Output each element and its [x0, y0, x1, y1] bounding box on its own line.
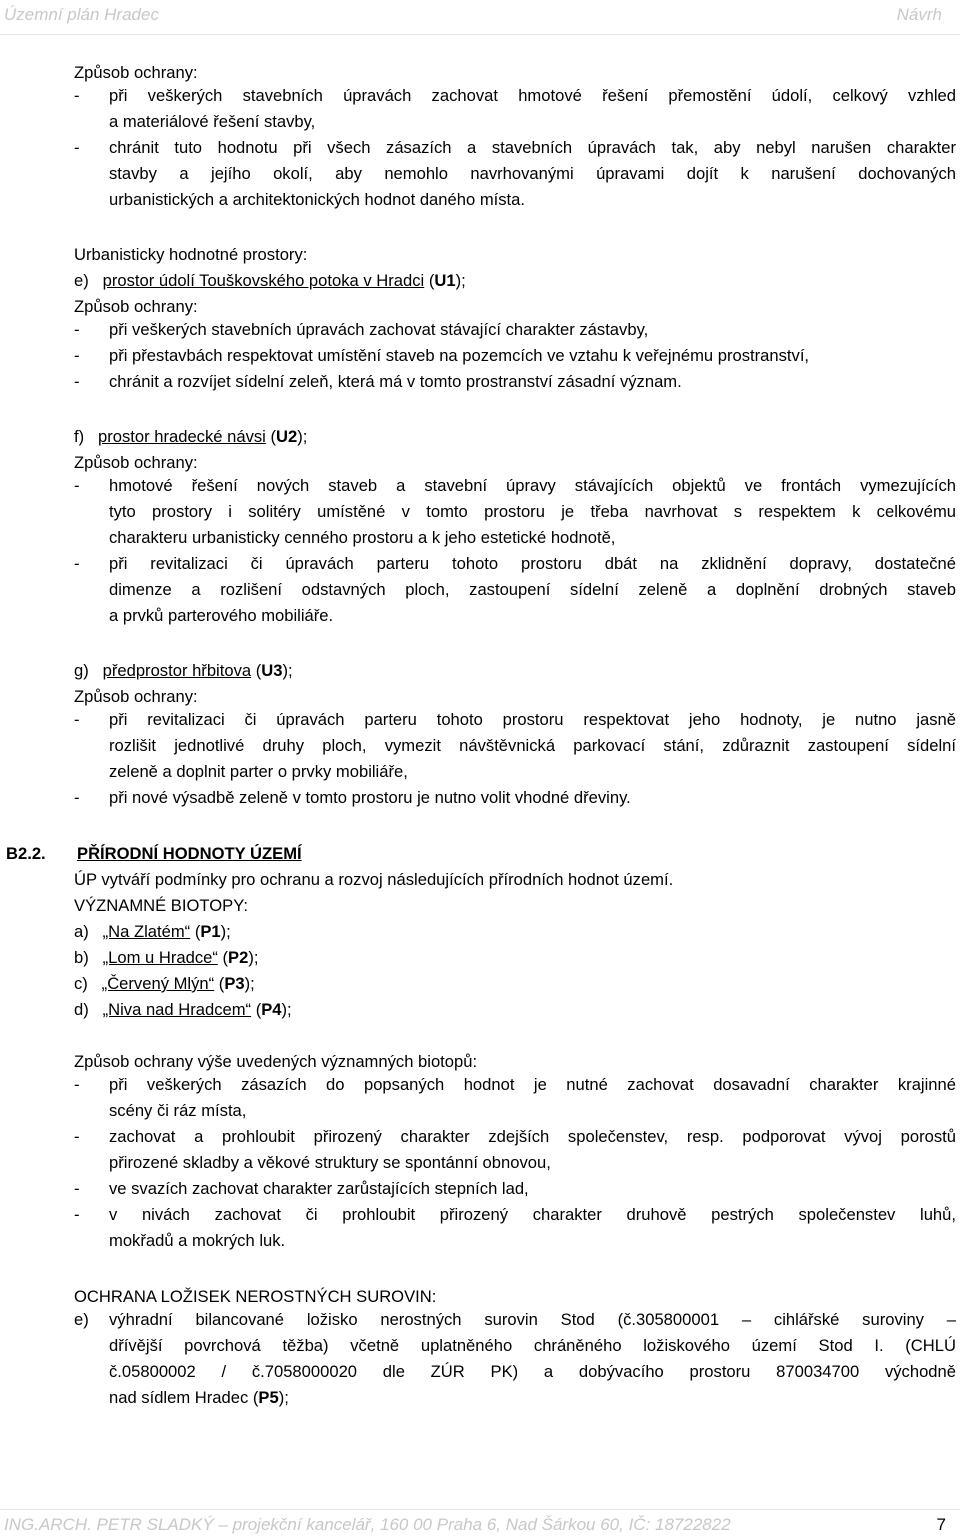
- item-marker: f): [74, 427, 85, 446]
- item-marker: d): [74, 1000, 89, 1019]
- biotope-name: „Niva nad Hradcem“: [102, 1000, 252, 1019]
- item-f-title: [74, 424, 307, 450]
- section-intro: ÚP vytváří podmínky pro ochranu a rozvoj následujících přírodních hodnot území.: [74, 870, 674, 889]
- item-marker: a): [74, 922, 89, 941]
- list-item-text: při přestavbách respektovat umístění staveb na pozemcích ve vztahu k veřejnému prostranství,: [109, 346, 810, 365]
- bullet-dash: -: [74, 1127, 80, 1146]
- list-item-text: při revitalizaci či úpravách parteru tohoto prostoru dbát na zklidnění dopravy, dostatečné: [109, 554, 956, 573]
- code-paren: (: [251, 661, 262, 680]
- urban-spaces-heading: Urbanisticky hodnotné prostory:: [74, 245, 308, 264]
- list-item-text: [109, 1388, 956, 1408]
- item-g-title: [74, 658, 293, 684]
- footer-rule: [0, 1509, 960, 1510]
- biotope-name: „Na Zlatém“: [102, 922, 191, 941]
- list-item-text: charakteru urbanisticky cenného prostoru a k jeho estetické hodnotě,: [109, 528, 616, 547]
- list-item: [0, 1205, 960, 1231]
- item-e-title: [74, 268, 466, 294]
- page-footer: [0, 1515, 960, 1537]
- list-item-text: a materiálové řešení stavby,: [109, 112, 316, 131]
- list-item: [0, 1075, 960, 1101]
- list-item-continued: [0, 736, 960, 762]
- list-item: [0, 86, 960, 112]
- code-paren: );: [297, 427, 308, 446]
- list-item-text: č.05800002 / č.7058000020 dle ZÚR PK) a dobývacího prostoru 870034700 východně: [109, 1362, 956, 1381]
- list-item: [0, 710, 960, 736]
- bullet-dash: -: [74, 372, 80, 391]
- list-item-text: chránit a rozvíjet sídelní zeleň, která má v tomto prostranství zásadní význam.: [109, 372, 682, 391]
- minerals-heading: OCHRANA LOŽISEK NEROSTNÝCH SUROVIN:: [74, 1287, 437, 1306]
- biotope-code: P4: [261, 1000, 282, 1019]
- code-paren: );: [220, 922, 231, 941]
- list-item-text: hmotové řešení nových staveb a stavební úpravy stávajících objektů ve frontách vymezujících: [109, 476, 956, 495]
- list-item-continued: [0, 528, 960, 554]
- list-item-text: rozlišit jednotlivé druhy ploch, vymezit návštěvnická parkovací stání, zdůraznit zastoupení sídelní: [109, 736, 956, 755]
- list-item-continued: [0, 1101, 960, 1127]
- list-item-text: a prvků parterového mobiliáře.: [109, 606, 334, 625]
- code-paren: );: [244, 974, 255, 993]
- list-item-continued: [0, 1336, 960, 1362]
- list-item-text: přirozené skladby a věkové struktury se spontánní obnovou,: [109, 1153, 551, 1172]
- list-item-continued: [0, 164, 960, 190]
- item-marker: b): [74, 948, 89, 967]
- code-paren: (: [190, 922, 201, 941]
- list-item: [0, 788, 960, 814]
- bullet-dash: -: [74, 346, 80, 365]
- list-item-text: při veškerých stavebních úpravách zachovat hmotové řešení přemostění údolí, celkový vzhled: [109, 86, 956, 105]
- item-marker: g): [74, 661, 89, 680]
- item-name: předprostor hřbitova: [102, 661, 252, 680]
- biotopes-heading: VÝZNAMNÉ BIOTOPY:: [74, 896, 248, 915]
- biotope-code: P1: [200, 922, 221, 941]
- list-item-text: při veškerých zásazích do popsaných hodnot je nutné zachovat dosavadní charakter krajinné: [109, 1075, 956, 1094]
- list-item-text: dimenze a rozlišení odstavných ploch, zastoupení sídelní zeleně a doplnění drobných staveb: [109, 580, 956, 599]
- list-item-continued: [0, 112, 960, 138]
- list-item-text: urbanistických a architektonických hodnot daného místa.: [109, 190, 525, 209]
- list-item-text: v nivách zachovat či prohloubit přirozený charakter druhově pestrých společenstev luhů,: [109, 1205, 956, 1224]
- list-item-text: zachovat a prohloubit přirozený charakter zdejších společenstev, resp. podporovat vývoj porostů: [109, 1127, 956, 1146]
- list-item-continued: [0, 580, 960, 606]
- footer-text: ING.ARCH. PETR SLADKÝ – projekční kancelář, 160 00 Praha 6, Nad Šárkou 60, IČ: 18722822: [4, 1515, 731, 1534]
- list-item-continued: [0, 762, 960, 788]
- code-paren: (: [217, 948, 229, 967]
- code-paren: );: [248, 948, 259, 967]
- list-item-text: scény či ráz místa,: [109, 1101, 247, 1120]
- list-item-text: dřívější povrchová těžba) včetně uplatněného chráněného ložiskového území Stod I. (CHLÚ: [109, 1336, 956, 1355]
- bullet-dash: -: [74, 1205, 80, 1224]
- code-paren: (: [265, 427, 276, 446]
- item-name: prostor údolí Touškovského potoka v Hradci: [102, 271, 425, 290]
- page-header: [0, 5, 960, 27]
- protection-heading: Způsob ochrany:: [74, 453, 198, 472]
- list-item-text: tyto prostory i solitéry umístěné v tomto prostoru je třeba navrhovat s respektem k celkovému: [109, 502, 956, 521]
- list-item-text: zeleně a doplnit parter o prvky mobiliáře,: [109, 762, 408, 781]
- section-title: PŘÍRODNÍ HODNOTY ÚZEMÍ: [77, 844, 302, 863]
- list-item: [0, 138, 960, 164]
- list-item-continued: [0, 1231, 960, 1257]
- code-paren: );: [282, 661, 293, 680]
- list-item-text: chránit tuto hodnotu při všech zásazích a stavebních úpravách tak, aby nebyl narušen charakter: [109, 138, 956, 157]
- bullet-dash: -: [74, 710, 80, 729]
- item-name: prostor hradecké návsi: [97, 427, 266, 446]
- text-part: nad sídlem Hradec (: [109, 1388, 259, 1407]
- list-item: [0, 320, 960, 346]
- code-paren: (: [214, 974, 225, 993]
- protection-heading: Způsob ochrany:: [74, 687, 198, 706]
- code-paren: );: [455, 271, 466, 290]
- list-item-text: ve svazích zachovat charakter zarůstajících stepních lad,: [109, 1179, 529, 1198]
- list-item: [0, 346, 960, 372]
- item-marker: c): [74, 974, 88, 993]
- list-item-text: při veškerých stavebních úpravách zachovat stávající charakter zástavby,: [109, 320, 649, 339]
- bullet-dash: -: [74, 138, 80, 157]
- item-marker: e): [74, 271, 89, 290]
- biotope-item: [74, 997, 292, 1023]
- list-item: [0, 1310, 960, 1336]
- item-marker: e): [74, 1310, 89, 1329]
- item-code: U3: [261, 661, 283, 680]
- list-item: [0, 1179, 960, 1205]
- header-rule: [0, 34, 960, 35]
- deposit-code: P5: [258, 1388, 279, 1407]
- header-status: Návrh: [896, 5, 942, 24]
- list-item-continued: [0, 1153, 960, 1179]
- bullet-dash: -: [74, 1075, 80, 1094]
- bullet-dash: -: [74, 1179, 80, 1198]
- biotope-code: P3: [224, 974, 245, 993]
- biotope-item: [74, 971, 255, 997]
- protection-heading: Způsob ochrany:: [74, 297, 198, 316]
- list-item: [0, 476, 960, 502]
- list-item-text: mokřadů a mokrých luk.: [109, 1231, 286, 1250]
- protection-heading: Způsob ochrany:: [74, 63, 198, 82]
- bullet-dash: -: [74, 320, 80, 339]
- code-paren: (: [424, 271, 435, 290]
- list-item-continued: [0, 502, 960, 528]
- page-number: 7: [936, 1515, 946, 1534]
- bullet-dash: -: [74, 554, 80, 573]
- bullet-dash: -: [74, 476, 80, 495]
- list-item-continued: [0, 1362, 960, 1388]
- protection-heading: Způsob ochrany výše uvedených významných biotopů:: [74, 1052, 478, 1071]
- list-item-text: výhradní bilancované ložisko nerostných surovin Stod (č.305800001 – cihlářské suroviny –: [109, 1310, 956, 1329]
- biotope-code: P2: [228, 948, 249, 967]
- biotope-name: „Červený Mlýn“: [101, 974, 215, 993]
- list-item: [0, 1127, 960, 1153]
- header-title: Územní plán Hradec: [4, 5, 159, 24]
- list-item-continued: [0, 190, 960, 216]
- list-item-continued: [0, 606, 960, 632]
- list-item-text: při revitalizaci či úpravách parteru tohoto prostoru respektovat jeho hodnoty, je nutno jasně: [109, 710, 956, 729]
- bullet-dash: -: [74, 86, 80, 105]
- item-code: U2: [276, 427, 298, 446]
- biotope-item: [74, 919, 231, 945]
- list-item: [0, 554, 960, 580]
- item-code: U1: [434, 271, 456, 290]
- list-item-text: stavby a jejího okolí, aby nemohlo navrhovanými úpravami dojít k narušení dochovaných: [109, 164, 956, 183]
- biotope-item: [74, 945, 258, 971]
- biotope-name: „Lom u Hradce“: [102, 948, 218, 967]
- section-number: B2.2.: [6, 844, 46, 863]
- code-paren: );: [281, 1000, 292, 1019]
- list-item: [0, 372, 960, 398]
- list-item-continued: [0, 1388, 960, 1414]
- text-part: );: [278, 1388, 289, 1407]
- code-paren: (: [251, 1000, 262, 1019]
- list-item-text: při nové výsadbě zeleně v tomto prostoru je nutno volit vhodné dřeviny.: [109, 788, 631, 807]
- bullet-dash: -: [74, 788, 80, 807]
